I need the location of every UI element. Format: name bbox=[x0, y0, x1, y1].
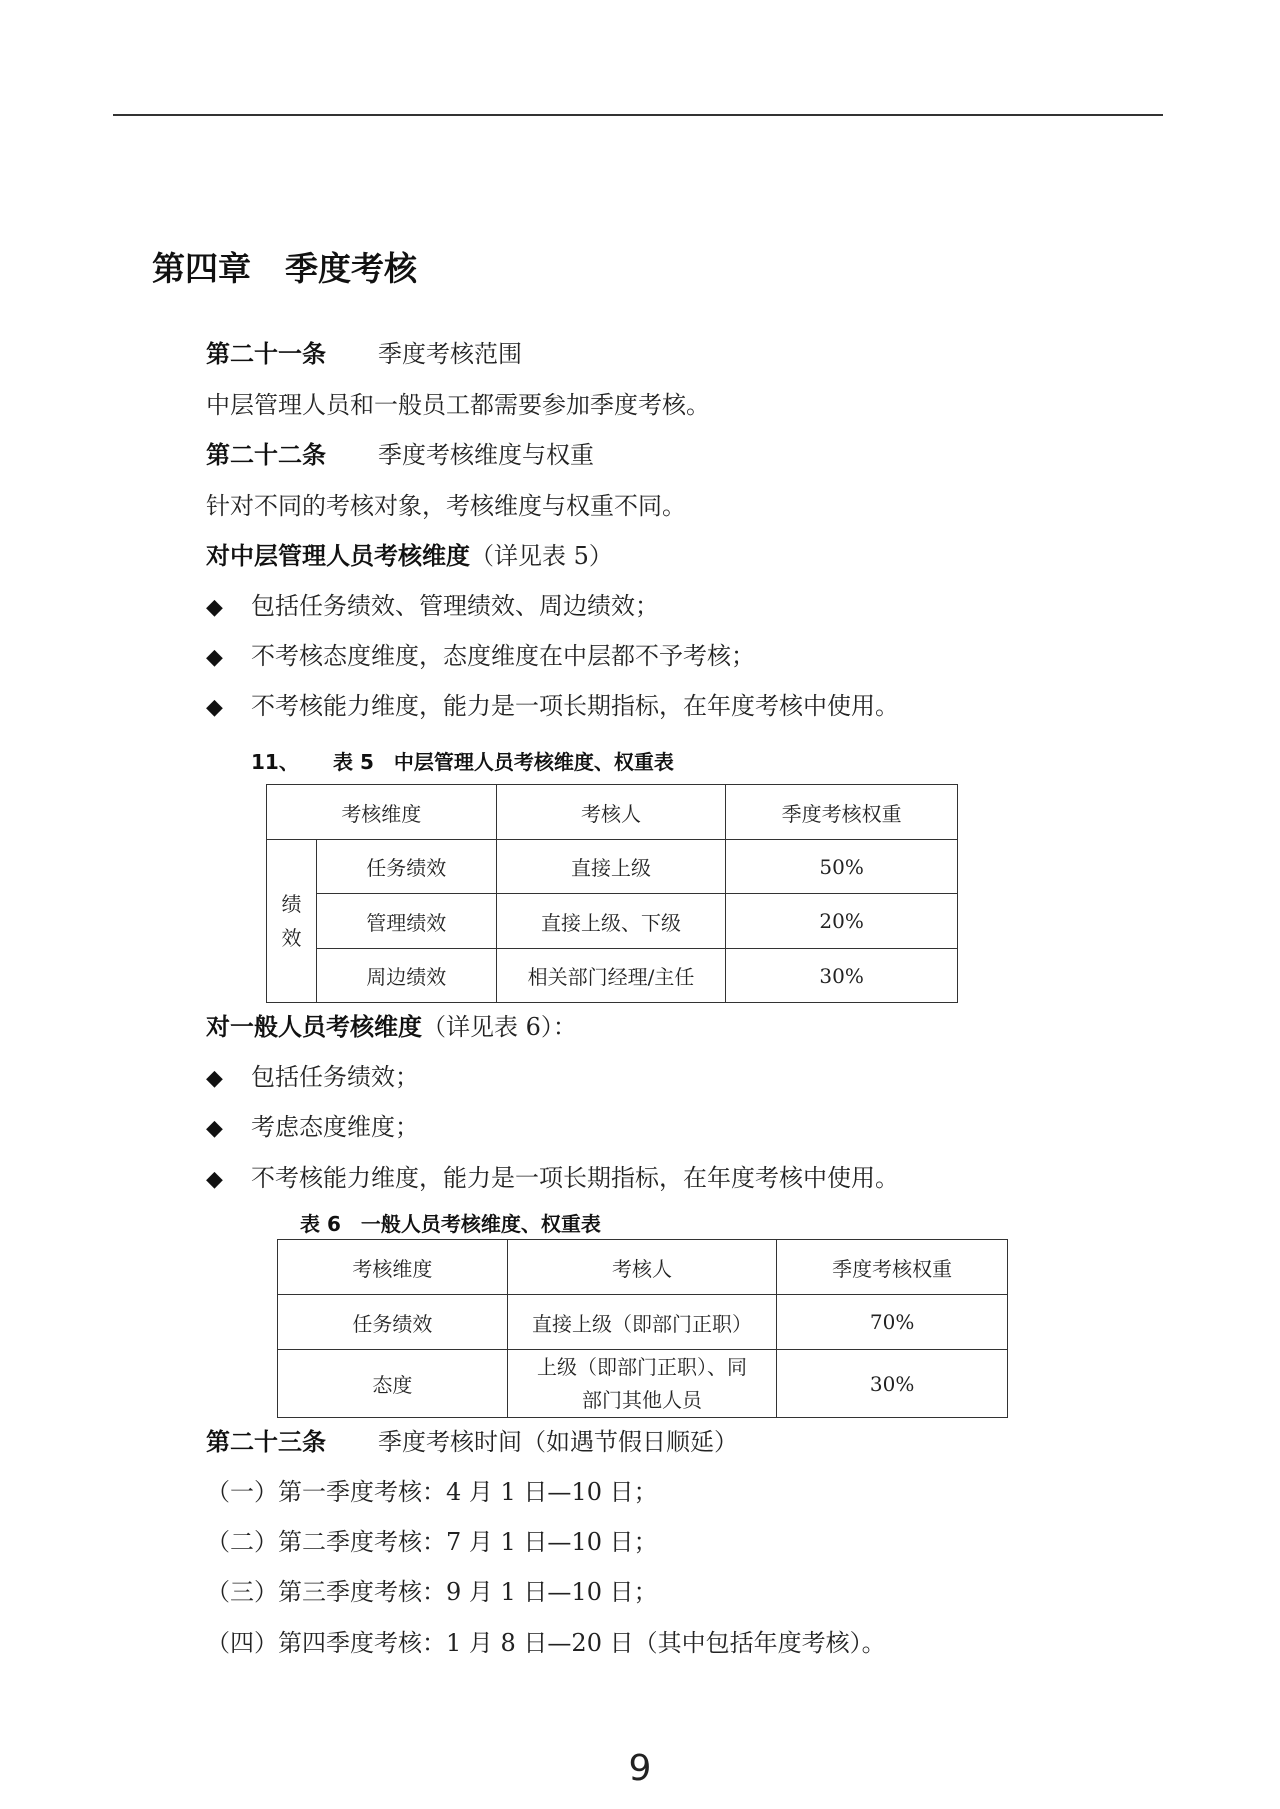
table-5 bbox=[266, 784, 958, 1003]
table-header-cell: 季度考核权重 bbox=[777, 1240, 1008, 1295]
chapter-title: 季度考核 bbox=[285, 249, 417, 288]
table-header-cell: 考核维度 bbox=[267, 785, 497, 840]
diamond-bullet-icon: ◆ bbox=[206, 1167, 223, 1192]
diamond-bullet-icon: ◆ bbox=[206, 595, 223, 620]
table-group-cell: 绩 效 bbox=[267, 840, 317, 1003]
schedule-item: （三）第三季度考核：9 月 1 日—10 日； bbox=[206, 1578, 658, 1606]
table-row bbox=[267, 840, 958, 894]
general-section-title: 对一般人员考核维度 bbox=[206, 1013, 422, 1041]
schedule-item: （一）第一季度考核：4 月 1 日—10 日； bbox=[206, 1478, 658, 1506]
table-cell: 直接上级 bbox=[496, 840, 726, 894]
table-header-cell: 季度考核权重 bbox=[726, 785, 958, 840]
middle-section-note: （详见表 5） bbox=[470, 542, 613, 570]
table-cell: 30% bbox=[777, 1350, 1008, 1418]
table-row bbox=[267, 894, 958, 949]
diamond-bullet-icon: ◆ bbox=[206, 1066, 223, 1091]
table-row bbox=[278, 1350, 1008, 1418]
table-cell: 上级（即部门正职）、同 部门其他人员 bbox=[507, 1350, 777, 1418]
table-cell: 70% bbox=[777, 1295, 1008, 1350]
article-21-body: 中层管理人员和一般员工都需要参加季度考核。 bbox=[206, 391, 710, 419]
table-header-cell: 考核人 bbox=[507, 1240, 777, 1295]
page-number: 9 bbox=[628, 1748, 652, 1789]
diamond-bullet-icon: ◆ bbox=[206, 695, 223, 720]
table-cell: 任务绩效 bbox=[278, 1295, 508, 1350]
table-cell: 态度 bbox=[278, 1350, 508, 1418]
schedule-item: （二）第二季度考核：7 月 1 日—10 日； bbox=[206, 1528, 658, 1556]
article-21-heading bbox=[206, 339, 522, 369]
table-5-caption bbox=[251, 746, 674, 775]
table-cell: 管理绩效 bbox=[316, 894, 496, 949]
article-21-title: 季度考核范围 bbox=[378, 340, 522, 368]
bullet-item: ◆ 包括任务绩效、管理绩效、周边绩效； bbox=[206, 591, 659, 623]
header-rule bbox=[113, 114, 1163, 116]
article-23-title: 季度考核时间（如遇节假日顺延） bbox=[378, 1428, 738, 1456]
table-header-row bbox=[278, 1240, 1008, 1295]
table-cell: 相关部门经理/主任 bbox=[496, 949, 726, 1003]
article-23-label: 第二十三条 bbox=[206, 1428, 326, 1456]
bullet-item: ◆ 不考核态度维度，态度维度在中层都不予考核； bbox=[206, 641, 755, 673]
middle-section-heading bbox=[206, 541, 613, 571]
diamond-bullet-icon: ◆ bbox=[206, 1116, 223, 1141]
table-cell: 直接上级、下级 bbox=[496, 894, 726, 949]
article-22-label: 第二十二条 bbox=[206, 441, 326, 469]
table-cell: 20% bbox=[726, 894, 958, 949]
article-21-label: 第二十一条 bbox=[206, 340, 326, 368]
chapter-heading bbox=[152, 243, 417, 290]
schedule-item: （四）第四季度考核：1 月 8 日—20 日（其中包括年度考核）。 bbox=[206, 1629, 886, 1657]
table-header-cell: 考核维度 bbox=[278, 1240, 508, 1295]
table-cell: 30% bbox=[726, 949, 958, 1003]
table-5-caption-prefix: 11、 bbox=[251, 750, 299, 774]
table-row bbox=[267, 949, 958, 1003]
diamond-bullet-icon: ◆ bbox=[206, 645, 223, 670]
table-cell: 50% bbox=[726, 840, 958, 894]
table-row bbox=[278, 1295, 1008, 1350]
article-22-body: 针对不同的考核对象，考核维度与权重不同。 bbox=[206, 492, 686, 520]
table-header-cell: 考核人 bbox=[496, 785, 726, 840]
table-cell: 直接上级（即部门正职） bbox=[507, 1295, 777, 1350]
middle-section-title: 对中层管理人员考核维度 bbox=[206, 542, 470, 570]
table-header-row bbox=[267, 785, 958, 840]
chapter-number: 第四章 bbox=[152, 249, 251, 288]
bullet-item: ◆ 考虑态度维度； bbox=[206, 1112, 419, 1144]
article-23-heading bbox=[206, 1427, 738, 1457]
table-cell: 周边绩效 bbox=[316, 949, 496, 1003]
article-22-title: 季度考核维度与权重 bbox=[378, 441, 594, 469]
table-6 bbox=[277, 1239, 1008, 1418]
article-22-heading bbox=[206, 440, 594, 470]
bullet-item: ◆ 不考核能力维度，能力是一项长期指标，在年度考核中使用。 bbox=[206, 691, 899, 723]
table-6-caption: 表 6 一般人员考核维度、权重表 bbox=[300, 1212, 601, 1236]
table-5-caption-text: 表 5 中层管理人员考核维度、权重表 bbox=[333, 750, 674, 774]
table-cell: 任务绩效 bbox=[316, 840, 496, 894]
bullet-item: ◆ 包括任务绩效； bbox=[206, 1062, 419, 1094]
bullet-item: ◆ 不考核能力维度，能力是一项长期指标，在年度考核中使用。 bbox=[206, 1163, 899, 1195]
general-section-note: （详见表 6）： bbox=[422, 1013, 577, 1041]
general-section-heading bbox=[206, 1012, 577, 1042]
